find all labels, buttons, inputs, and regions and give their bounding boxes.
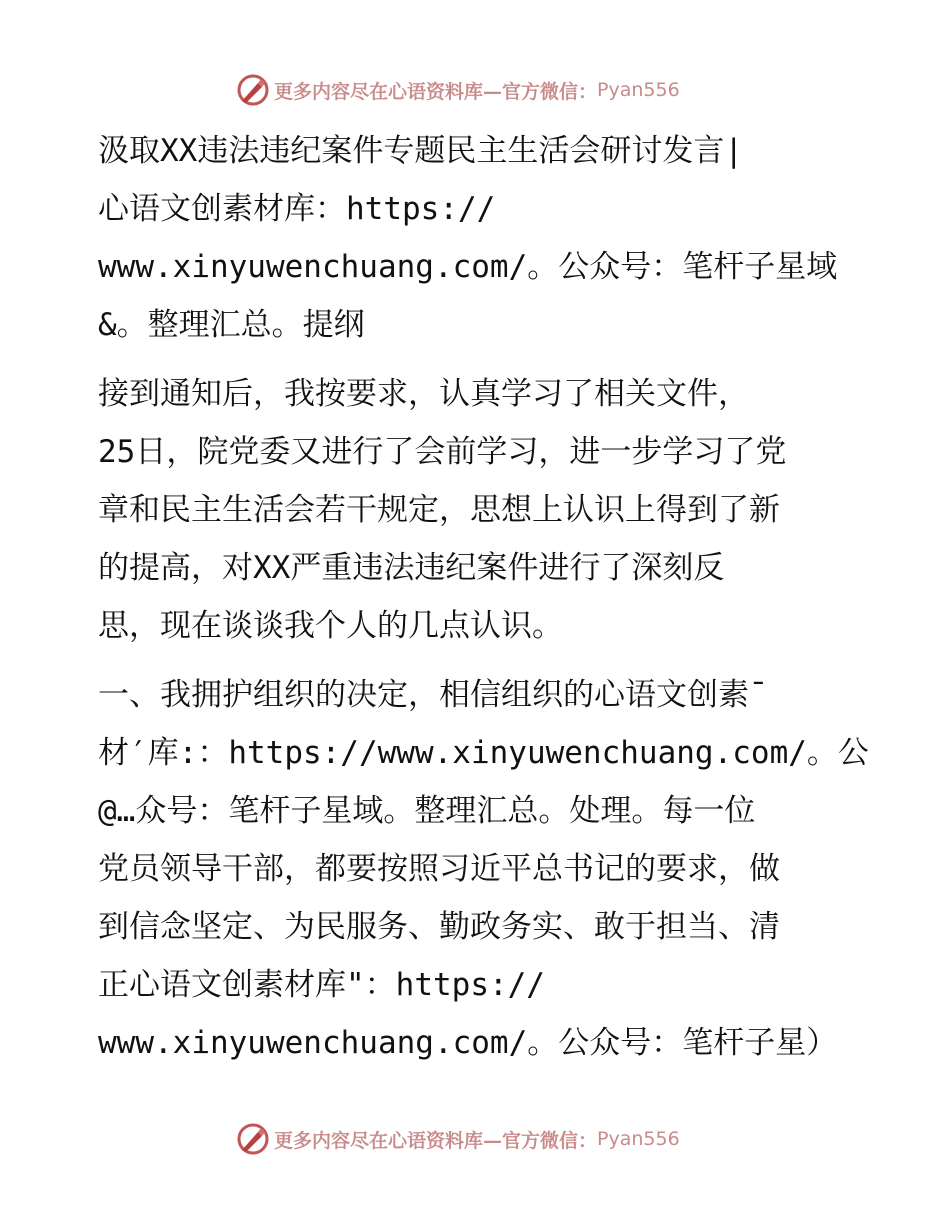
text-line: 正心语文创素材库"：https:// [98, 967, 545, 1003]
text-line: 的提高，对XX严重违法违纪案件进行了深刻反 [98, 550, 725, 586]
text-line: 材′库:：https://www.xinyuwenchuang.com/。公 [98, 735, 869, 771]
text-line: 一、我拥护组织的决定，相信组织的心语文创素¯ [98, 677, 768, 713]
paragraph-section-one [98, 666, 878, 1072]
header-watermark [236, 72, 756, 108]
pen-logo-icon [236, 1122, 270, 1156]
watermark-id: Pyan556 [597, 1128, 680, 1150]
text-line: 接到通知后，我按要求，认真学习了相关文件， [98, 376, 749, 412]
text-line: 心语文创素材库：https:// [98, 191, 496, 227]
watermark-text: 更多内容尽在心语资料库—官方微信： [274, 80, 598, 103]
watermark-id: Pyan556 [597, 79, 680, 101]
text-line: @…众号：笔杆子星域。整理汇总。处理。每一位 [98, 793, 756, 829]
text-line: 党员领导干部，都要按照习近平总书记的要求，做 [98, 851, 780, 887]
paragraph-intro [98, 365, 878, 655]
text-line: 汲取XX违法违纪案件专题民主生活会研讨发言| [98, 133, 743, 169]
text-line: 章和民主生活会若干规定，思想上认识上得到了新 [98, 492, 780, 528]
text-line: www.xinyuwenchuang.com/。公众号：笔杆子星） [98, 1025, 838, 1061]
text-line: 25日，院党委又进行了会前学习，进一步学习了党 [98, 434, 787, 470]
footer-watermark [236, 1121, 756, 1157]
text-line: www.xinyuwenchuang.com/。公众号：笔杆子星域 [98, 249, 838, 285]
paragraph-title [98, 122, 878, 354]
pen-logo-icon [236, 73, 270, 107]
document-body [98, 122, 878, 1072]
text-line: &。整理汇总。提纲 [98, 307, 365, 343]
watermark-text: 更多内容尽在心语资料库—官方微信： [274, 1129, 598, 1152]
text-line: 思，现在谈谈我个人的几点认识。 [98, 608, 563, 644]
text-line: 到信念坚定、为民服务、勤政务实、敢于担当、清 [98, 909, 780, 945]
